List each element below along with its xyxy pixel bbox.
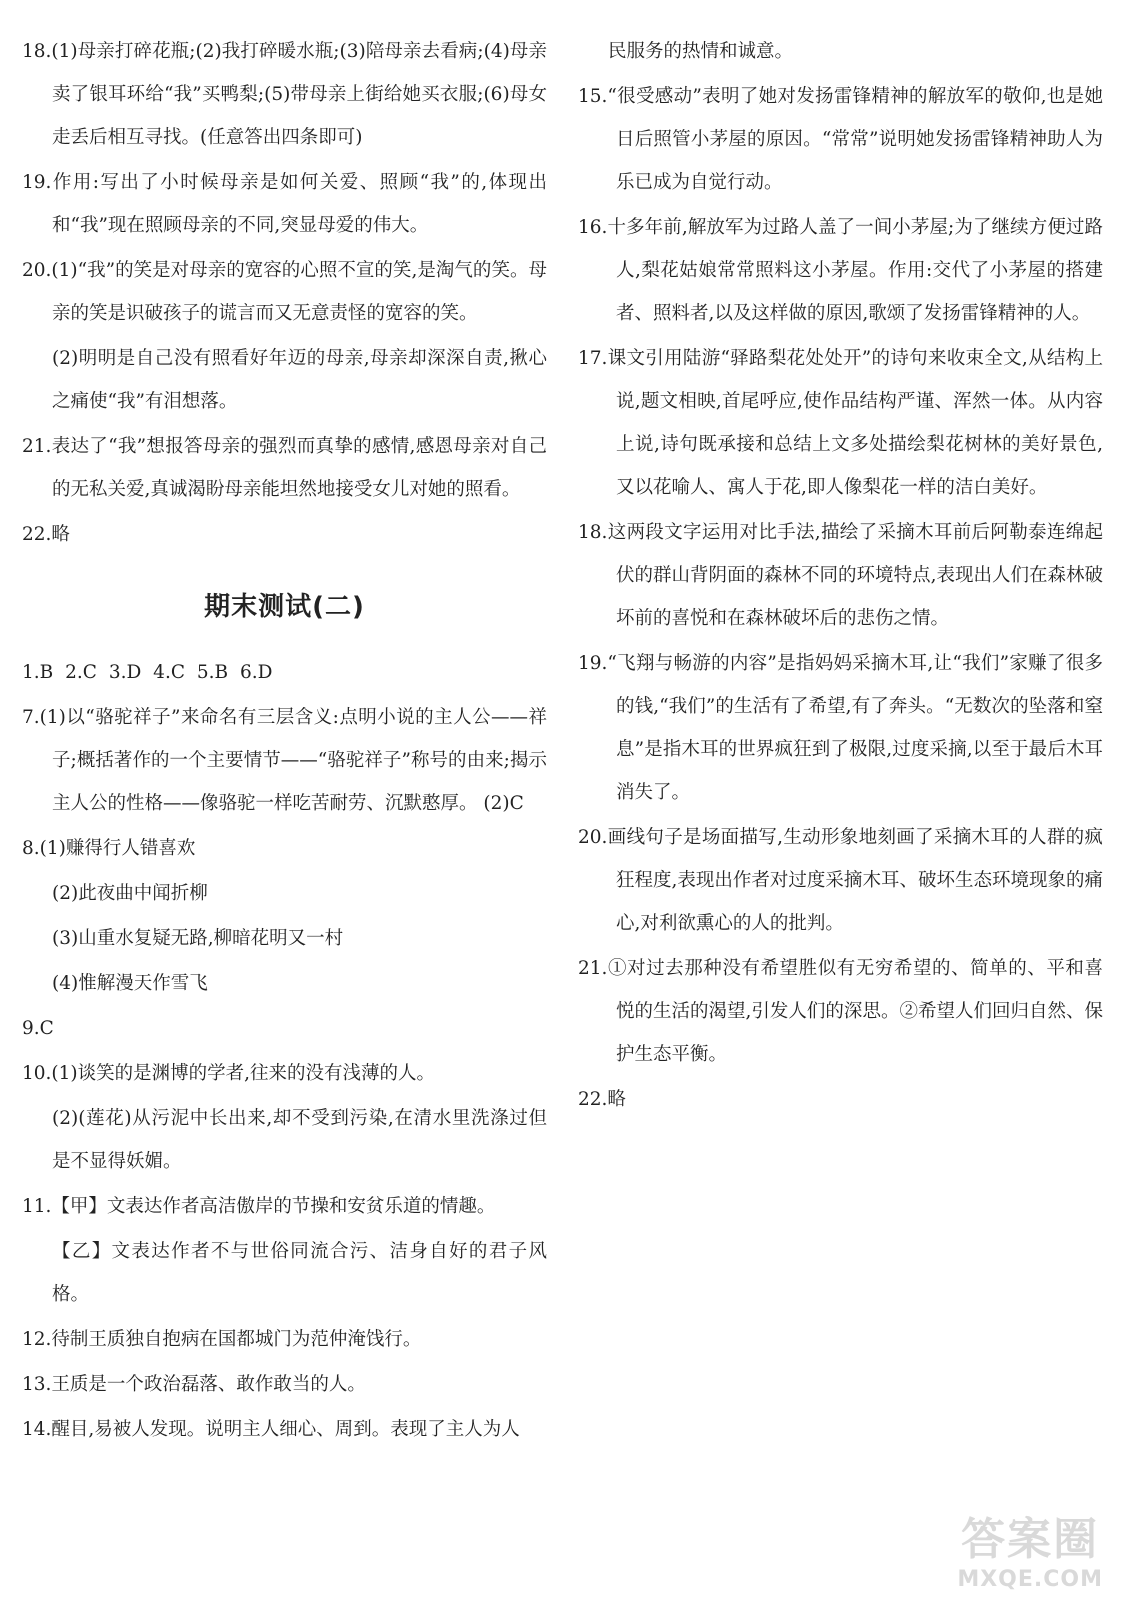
answer-11-1: 11.【甲】文表达作者高洁傲岸的节操和安贫乐道的情趣。 bbox=[22, 1196, 496, 1217]
left-column bbox=[22, 30, 547, 1453]
answer-11-2: 【乙】文表达作者不与世俗同流合污、洁身自好的君子风格。 bbox=[52, 1241, 547, 1305]
answer-7: 7.(1)以“骆驼祥子”来命名有三层含义:点明小说的主人公——祥子;概括著作的一个主要情节——“骆驼祥子”称号的由来;揭示主人公的性格——像骆驼一样吃苦耐劳、沉默憨厚。 (2)C bbox=[22, 707, 547, 814]
watermark-site: MXQE.COM bbox=[957, 1567, 1103, 1592]
right-column bbox=[578, 30, 1103, 1123]
answer-20-right: 20.画线句子是场面描写,生动形象地刻画了采摘木耳的人群的疯狂程度,表现出作者对过度采摘木耳、破坏生态环境现象的痛心,对利欲熏心的人的批判。 bbox=[578, 827, 1103, 934]
answer-21-right: 21.①对过去那种没有希望胜似有无穷希望的、简单的、平和喜悦的生活的渴望,引发人们的深思。②希望人们回归自然、保护生态平衡。 bbox=[578, 958, 1103, 1065]
answer-14-continued: 民服务的热情和诚意。 bbox=[608, 41, 794, 62]
answer-13: 13.王质是一个政治磊落、敢作敢当的人。 bbox=[22, 1374, 366, 1395]
watermark-brand: 答案圈 bbox=[961, 1514, 1100, 1565]
answer-17: 17.课文引用陆游“驿路梨花处处开”的诗句来收束全文,从结构上说,题文相映,首尾呼应,使作品结构严谨、浑然一体。从内容上说,诗句既承接和总结上文多处描绘梨花树林的美好景色,又以花喻人、寓人于花,即人像梨花一样的洁白美好。 bbox=[578, 348, 1103, 498]
section-title: 期末测试(二) bbox=[204, 592, 365, 622]
answer-15: 15.“很受感动”表明了她对发扬雷锋精神的解放军的敬仰,也是她日后照管小茅屋的原因。“常常”说明她发扬雷锋精神助人为乐已成为自觉行动。 bbox=[578, 86, 1103, 193]
answer-22-right: 22.略 bbox=[578, 1089, 626, 1110]
answer-12: 12.待制王质独自抱病在国都城门为范仲淹饯行。 bbox=[22, 1329, 422, 1350]
answer-19-right: 19.“飞翔与畅游的内容”是指妈妈采摘木耳,让“我们”家赚了很多的钱,“我们”的生活有了希望,有了奔头。“无数次的坠落和窒息”是指木耳的世界疯狂到了极限,过度采摘,以至于最后木耳消失了。 bbox=[578, 653, 1103, 803]
answer-19: 19.作用:写出了小时候母亲是如何关爱、照顾“我”的,体现出和“我”现在照顾母亲的不同,突显母爱的伟大。 bbox=[22, 172, 547, 236]
answer-10-1: 10.(1)谈笑的是渊博的学者,往来的没有浅薄的人。 bbox=[22, 1063, 436, 1084]
answer-18-right: 18.这两段文字运用对比手法,描绘了采摘木耳前后阿勒泰连绵起伏的群山背阴面的森林不同的环境特点,表现出人们在森林破坏前的喜悦和在森林破坏后的悲伤之情。 bbox=[578, 522, 1103, 629]
answer-14: 14.醒目,易被人发现。说明主人细心、周到。表现了主人为人 bbox=[22, 1419, 520, 1440]
answer-10-2: (2)(莲花)从污泥中长出来,却不受到污染,在清水里洗涤过但是不显得妖媚。 bbox=[52, 1108, 547, 1172]
answer-18: 18.(1)母亲打碎花瓶;(2)我打碎暖水瓶;(3)陪母亲去看病;(4)母亲卖了银耳环给“我”买鸭梨;(5)带母亲上街给她买衣服;(6)母女走丢后相互寻找。(任意答出四条即可) bbox=[22, 41, 547, 148]
answer-8-3: (3)山重水复疑无路,柳暗花明又一村 bbox=[52, 928, 344, 949]
answer-21: 21.表达了“我”想报答母亲的强烈而真挚的感情,感恩母亲对自己的无私关爱,真诚渴盼母亲能坦然地接受女儿对她的照看。 bbox=[22, 436, 547, 500]
answer-20-2: (2)明明是自己没有照看好年迈的母亲,母亲却深深自责,揪心之痛使“我”有泪想落。 bbox=[52, 348, 547, 412]
answer-16: 16.十多年前,解放军为过路人盖了一间小茅屋;为了继续方便过路人,梨花姑娘常常照料这小茅屋。作用:交代了小茅屋的搭建者、照料者,以及这样做的原因,歌颂了发扬雷锋精神的人。 bbox=[578, 217, 1103, 324]
answer-8-1: 8.(1)赚得行人错喜欢 bbox=[22, 838, 196, 859]
answer-8-2: (2)此夜曲中闻折柳 bbox=[52, 883, 208, 904]
answer-9: 9.C bbox=[22, 1018, 54, 1039]
answers-multiple-choice: 1.B 2.C 3.D 4.C 5.B 6.D bbox=[22, 662, 273, 683]
answer-22: 22.略 bbox=[22, 524, 70, 545]
answer-20-1: 20.(1)“我”的笑是对母亲的宽容的心照不宣的笑,是淘气的笑。母亲的笑是识破孩子的谎言而又无意责怪的宽容的笑。 bbox=[22, 260, 547, 324]
watermark-logo bbox=[957, 1503, 1103, 1592]
answer-8-4: (4)惟解漫天作雪飞 bbox=[52, 973, 208, 994]
